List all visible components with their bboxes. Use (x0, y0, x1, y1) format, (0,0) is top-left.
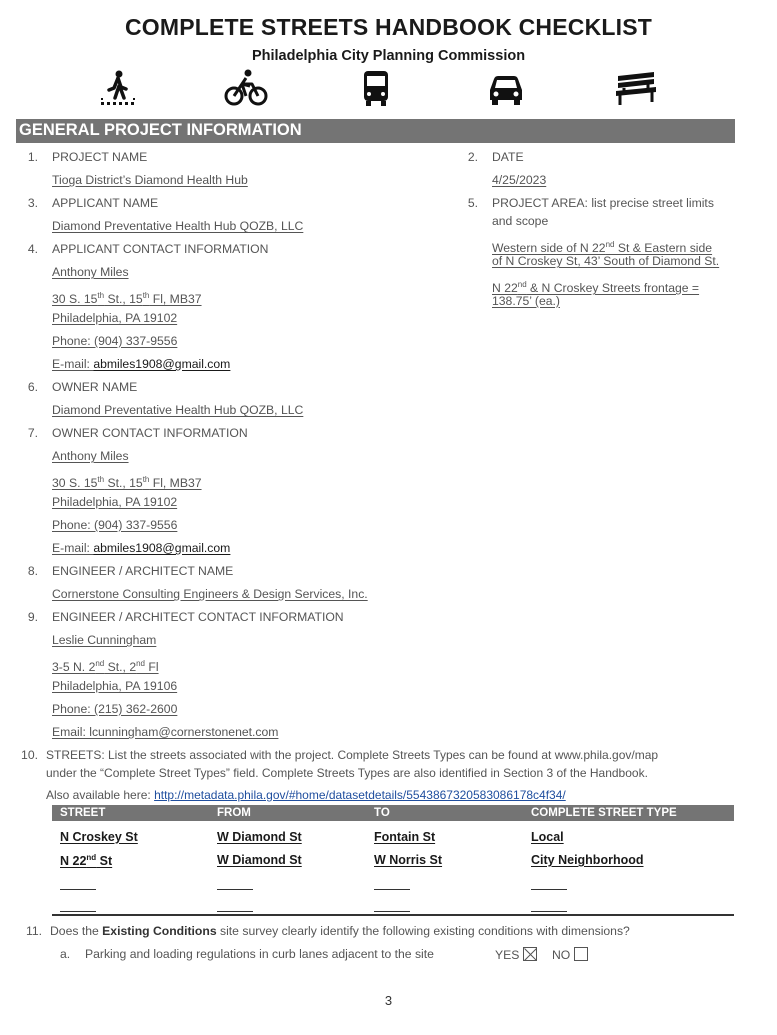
bus-icon (354, 68, 398, 108)
table-cell-from: W Diamond St (217, 853, 302, 867)
owner-name-label: OWNER NAME (52, 380, 138, 394)
owner-contact-label: OWNER CONTACT INFORMATION (52, 426, 248, 440)
item-number: 3. (27, 196, 38, 210)
project-name-label: PROJECT NAME (52, 150, 148, 164)
project-area-line4: 138.75’ (ea.) (492, 294, 560, 308)
item-letter: a. (60, 947, 71, 961)
existing-conditions-question: Does the Existing Conditions site survey clearly identify the following existing conditions with dimensions? (50, 924, 630, 938)
streets-instructions-line1: STREETS: List the streets associated with the project. Complete Streets Types can be found at www.phila.gov/map (46, 748, 659, 762)
engineer-phone: Phone: (215) 362-2600 (52, 702, 178, 716)
document-subtitle: Philadelphia City Planning Commission (251, 48, 526, 64)
yes-label: YES (495, 948, 520, 962)
item-number: 9. (27, 610, 38, 624)
owner-phone: Phone: (904) 337-9556 (52, 518, 178, 532)
applicant-phone: Phone: (904) 337-9556 (52, 334, 178, 348)
section-header (16, 119, 735, 143)
pedestrian-icon (97, 68, 141, 108)
engineer-address-line2: Philadelphia, PA 19106 (52, 679, 178, 693)
engineer-name-label: ENGINEER / ARCHITECT NAME (52, 564, 234, 578)
section-title: GENERAL PROJECT INFORMATION (19, 121, 302, 139)
streets-instructions-line2: under the “Complete Street Types” field. Complete Streets Types are also identified in Section 3 of the Handbook. (46, 766, 648, 780)
item-number: 2. (467, 150, 478, 164)
item-number: 1. (27, 150, 38, 164)
yes-option[interactable] (495, 947, 537, 963)
applicant-email: E-mail: abmiles1908@gmail.com (52, 357, 231, 371)
blank-line (531, 889, 567, 890)
bench-icon (614, 68, 658, 108)
table-cell-type: City Neighborhood (531, 853, 644, 867)
parking-loading-question: Parking and loading regulations in curb lanes adjacent to the site (85, 947, 434, 961)
dataset-link[interactable]: http://metadata.phila.gov/#home/datasetdetails/5543867320583086178c4f34/ (154, 788, 566, 802)
applicant-name-label: APPLICANT NAME (52, 196, 159, 210)
column-header-from: FROM (217, 807, 251, 819)
item-number: 6. (27, 380, 38, 394)
yes-checkbox[interactable] (523, 947, 537, 961)
engineer-name-value: Cornerstone Consulting Engineers & Design Services, Inc. (52, 587, 368, 601)
applicant-address-line2: Philadelphia, PA 19102 (52, 311, 178, 325)
item-number: 4. (27, 242, 38, 256)
item-number: 10. (21, 748, 38, 762)
engineer-contact-name: Leslie Cunningham (52, 633, 157, 647)
date-value: 4/25/2023 (492, 173, 547, 187)
owner-email-link[interactable]: abmiles1908@gmail.com (93, 541, 231, 555)
bicycle-icon (224, 68, 268, 108)
blank-line (60, 911, 96, 912)
column-header-to: TO (374, 807, 390, 819)
blank-line (217, 889, 253, 890)
no-checkbox[interactable] (574, 947, 588, 961)
engineer-email[interactable]: Email: lcunningham@cornerstonenet.com (52, 725, 279, 739)
owner-address-line2: Philadelphia, PA 19102 (52, 495, 178, 509)
project-area-line2: of N Croskey St, 43’ South of Diamond St. (492, 254, 720, 268)
owner-name-value: Diamond Preventative Health Hub QOZB, LLC (52, 403, 304, 417)
applicant-email-link[interactable]: abmiles1908@gmail.com (93, 357, 231, 371)
page-number: 3 (384, 993, 393, 1008)
car-icon (484, 68, 528, 108)
date-label: DATE (492, 150, 524, 164)
owner-email: E-mail: abmiles1908@gmail.com (52, 541, 231, 555)
streets-also-available: Also available here: http://metadata.phila.gov/#home/datasetdetails/5543867320583086178c4f34/ (46, 788, 566, 802)
applicant-name-value: Diamond Preventative Health Hub QOZB, LLC (52, 219, 304, 233)
engineer-address-line1: 3-5 N. 2nd St., 2nd Fl (52, 659, 159, 675)
table-bottom-border (52, 914, 734, 916)
item-number: 8. (27, 564, 38, 578)
blank-line (531, 911, 567, 912)
blank-line (374, 911, 410, 912)
item-number: 11. (25, 924, 42, 938)
project-area-line3: N 22nd & N Croskey Streets frontage = (492, 280, 700, 296)
project-area-line1: Western side of N 22nd St & Eastern side (492, 240, 713, 256)
blank-line (374, 889, 410, 890)
project-area-label-line1: PROJECT AREA: list precise street limits (492, 196, 714, 210)
owner-contact-name: Anthony Miles (52, 449, 129, 463)
item-number: 7. (27, 426, 38, 440)
no-option[interactable] (552, 947, 588, 963)
table-cell-to: W Norris St (374, 853, 443, 867)
engineer-contact-label: ENGINEER / ARCHITECT CONTACT INFORMATION (52, 610, 344, 624)
column-header-street: STREET (60, 807, 106, 819)
applicant-contact-name: Anthony Miles (52, 265, 129, 279)
document-title: COMPLETE STREETS HANDBOOK CHECKLIST (124, 14, 653, 40)
project-area-label-line2: and scope (492, 214, 549, 228)
table-cell-type: Local (531, 830, 564, 844)
applicant-contact-label: APPLICANT CONTACT INFORMATION (52, 242, 269, 256)
blank-line (217, 911, 253, 912)
column-header-type: COMPLETE STREET TYPE (531, 807, 677, 819)
table-cell-from: W Diamond St (217, 830, 302, 844)
item-number: 5. (467, 196, 478, 210)
project-name-value: Tioga District’s Diamond Health Hub (52, 173, 248, 187)
applicant-address-line1: 30 S. 15th St., 15th Fl, MB37 (52, 291, 202, 307)
table-cell-street: N 22nd St (60, 853, 113, 869)
no-label: NO (552, 948, 571, 962)
owner-address-line1: 30 S. 15th St., 15th Fl, MB37 (52, 475, 202, 491)
table-cell-street: N Croskey St (60, 830, 138, 844)
blank-line (60, 889, 96, 890)
table-cell-to: Fontain St (374, 830, 436, 844)
